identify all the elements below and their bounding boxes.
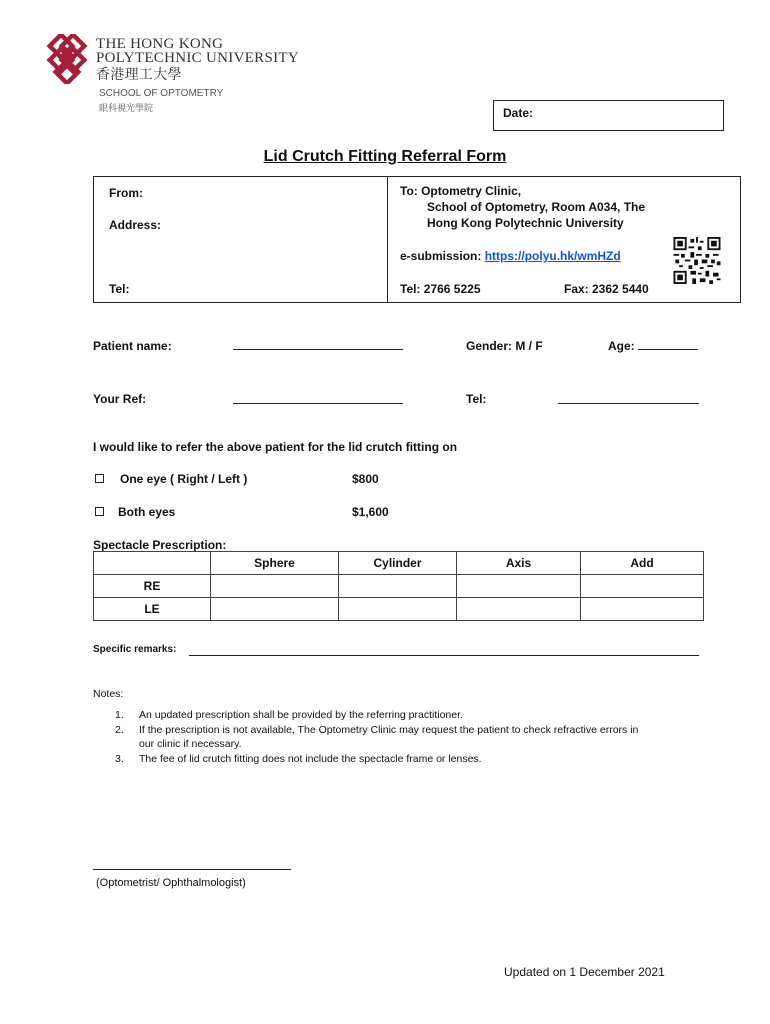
university-name-line2: POLYTECHNIC UNIVERSITY [96, 50, 300, 66]
both-eyes-price: $1,600 [352, 505, 389, 519]
signature-line[interactable] [93, 869, 291, 870]
re-axis-cell[interactable] [457, 575, 581, 598]
le-cylinder-cell[interactable] [339, 598, 457, 621]
row-label-re: RE [94, 575, 211, 598]
notes-label: Notes: [93, 688, 124, 700]
note-item: If the prescription is not available, The Optometry Clinic may request the patient to check refractive errors in [139, 724, 639, 736]
your-ref-label: Your Ref: [93, 392, 147, 406]
to-line2: School of Optometry, Room A034, The [427, 200, 646, 214]
from-label: From: [109, 186, 143, 200]
referral-statement: I would like to refer the above patient for the lid crutch fitting on [93, 440, 458, 454]
polyu-logo-icon [42, 34, 92, 84]
signature-caption: (Optometrist/ Ophthalmologist) [96, 877, 246, 889]
le-sphere-cell[interactable] [211, 598, 339, 621]
patient-tel-field[interactable] [558, 403, 699, 404]
gender-label[interactable]: Gender: M / F [466, 339, 543, 353]
table-header-cell: Add [581, 552, 704, 575]
patient-tel-label: Tel: [466, 392, 487, 406]
table-header-cell [94, 552, 211, 575]
updated-date: Updated on 1 December 2021 [504, 965, 665, 979]
university-name-line1: THE HONG KONG [96, 36, 224, 52]
age-field[interactable] [638, 349, 698, 350]
one-eye-label: One eye ( Right / Left ) [120, 472, 248, 486]
clinic-fax: Fax: 2362 5440 [564, 282, 649, 296]
one-eye-price: $800 [352, 472, 379, 486]
patient-name-label: Patient name: [93, 339, 172, 353]
le-axis-cell[interactable] [457, 598, 581, 621]
esubmission-label: e-submission: [400, 249, 482, 263]
note-number: 2. [115, 724, 124, 736]
esubmission-link[interactable]: https://polyu.hk/wmHZd [484, 249, 621, 263]
one-eye-checkbox[interactable] [95, 474, 104, 483]
le-add-cell[interactable] [581, 598, 704, 621]
table-header-cell: Sphere [211, 552, 339, 575]
table-header-cell: Cylinder [339, 552, 457, 575]
university-name-zh: 香港理工大學 [96, 67, 182, 83]
date-label: Date: [503, 106, 534, 120]
table-row [94, 552, 704, 575]
prescription-table [93, 551, 704, 621]
esubmission-row [400, 249, 621, 263]
to-line3: Hong Kong Polytechnic University [427, 216, 624, 230]
patient-name-field[interactable] [233, 349, 403, 350]
age-label: Age: [608, 339, 635, 353]
note-item-continued: our clinic if necessary. [139, 738, 242, 750]
department-name-zh: 眼科視光學院 [99, 104, 154, 114]
date-field[interactable] [493, 100, 724, 131]
prescription-label: Spectacle Prescription: [93, 538, 227, 552]
both-eyes-checkbox[interactable] [95, 507, 104, 516]
note-number: 1. [115, 709, 124, 721]
note-item: An updated prescription shall be provided by the referring practitioner. [139, 709, 463, 721]
table-row [94, 575, 704, 598]
re-add-cell[interactable] [581, 575, 704, 598]
note-number: 3. [115, 753, 124, 765]
remarks-label: Specific remarks: [93, 644, 177, 655]
row-label-le: LE [94, 598, 211, 621]
table-header-cell: Axis [457, 552, 581, 575]
both-eyes-label: Both eyes [118, 505, 176, 519]
qr-code-icon [672, 237, 722, 284]
referral-box-divider [387, 176, 388, 303]
to-line1: To: Optometry Clinic, [400, 184, 522, 198]
re-cylinder-cell[interactable] [339, 575, 457, 598]
re-sphere-cell[interactable] [211, 575, 339, 598]
note-item: The fee of lid crutch fitting does not include the spectacle frame or lenses. [139, 753, 482, 765]
clinic-tel: Tel: 2766 5225 [400, 282, 481, 296]
table-row [94, 598, 704, 621]
from-tel-label: Tel: [109, 282, 130, 296]
address-label: Address: [109, 218, 162, 232]
remarks-field[interactable] [189, 655, 699, 656]
form-title: Lid Crutch Fitting Referral Form [263, 148, 507, 165]
your-ref-field[interactable] [233, 403, 403, 404]
department-name-en: SCHOOL OF OPTOMETRY [99, 88, 224, 99]
